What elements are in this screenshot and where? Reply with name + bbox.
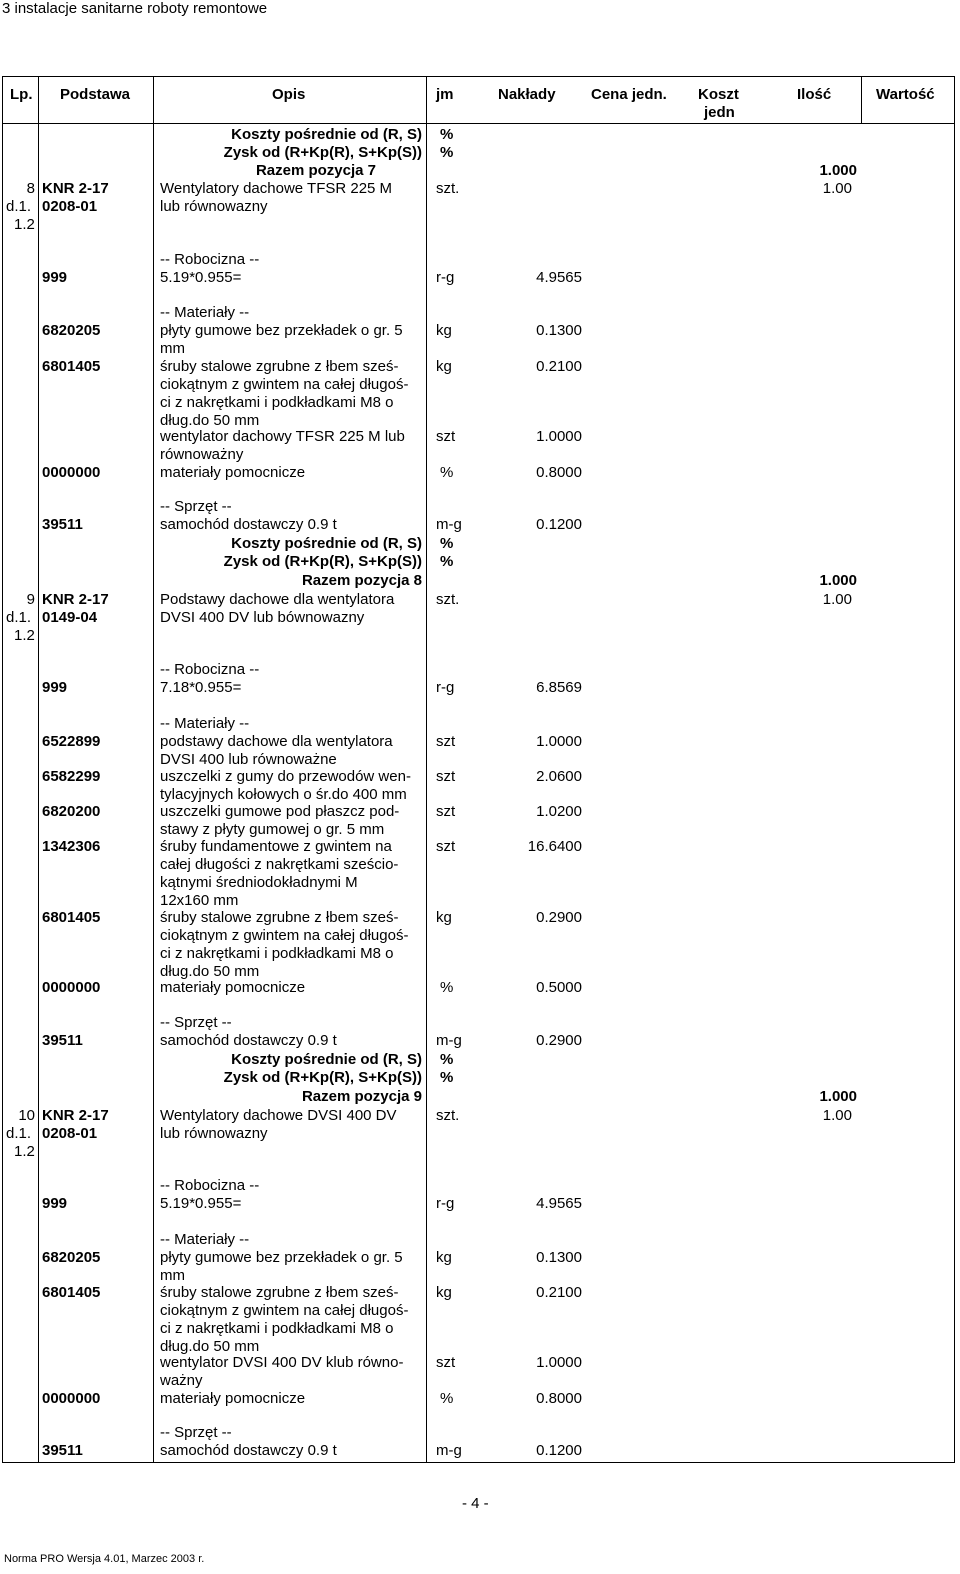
razem-pozycja-8: Razem pozycja 8 [301, 572, 422, 589]
jm-9: szt. [436, 591, 460, 608]
m3-val-10: 1.0000 [536, 1354, 582, 1371]
m3-val-9: 1.0200 [536, 803, 582, 820]
s1-opis-10: samochód dostawczy 0.9 t [160, 1442, 337, 1459]
m4-opis2-9: całej długości z nakrętkami sześcio- [160, 856, 399, 873]
opis-10-line2: lub równowazny [160, 1125, 268, 1142]
m3-val-8: 1.0000 [536, 428, 582, 445]
m4-opis-10: materiały pomocnicze [160, 1390, 306, 1407]
m1-kod-10: 6820205 [42, 1249, 101, 1266]
percent-kp-7: % [440, 126, 454, 143]
s1-jm-8: m-g [436, 516, 462, 533]
zysk-7: Zysk od (R+Kp(R), S+Kp(S)) [223, 144, 422, 161]
m1-jm-8: kg [436, 322, 452, 339]
m2-opis-10: śruby stalowe zgrubne z łbem sześ- [160, 1284, 399, 1301]
m2-val-9: 2.0600 [536, 768, 582, 785]
m3-jm-8: szt [436, 428, 456, 445]
razem-pozycja-9: Razem pozycja 9 [301, 1088, 422, 1105]
kod-8: KNR 2-17 [42, 180, 109, 197]
rob-val-8: 4.9565 [536, 269, 582, 286]
m3-jm-10: szt [436, 1354, 456, 1371]
m4-kod-10: 0000000 [42, 1390, 101, 1407]
m1-val-10: 0.1300 [536, 1249, 582, 1266]
m2-opis2-10: ciokątnym z gwintem na całej długoś- [160, 1302, 409, 1319]
razem-pozycja-7: Razem pozycja 7 [255, 162, 376, 179]
s1-opis-9: samochód dostawczy 0.9 t [160, 1032, 337, 1049]
rob-jm-8: r-g [436, 269, 455, 286]
kod-8-num: 0208-01 [42, 198, 98, 215]
robocizna-label-9: -- Robocizna -- [160, 661, 260, 678]
col-border-left [2, 76, 3, 1463]
lp-8-sub: d.1. [6, 198, 32, 215]
sprzet-label-10: -- Sprzęt -- [160, 1424, 232, 1441]
col-border-right [954, 76, 955, 1463]
rob-kod-9: 999 [42, 679, 68, 696]
percent-kp-8: % [440, 535, 454, 552]
m2-kod-10: 6801405 [42, 1284, 101, 1301]
kod-9: KNR 2-17 [42, 591, 109, 608]
m4-opis3-9: kątnymi średniodokładnymi M [160, 874, 358, 891]
header-wartosc: Wartość [876, 86, 935, 103]
koszty-posrednie-8: Koszty pośrednie od (R, S) [231, 535, 422, 552]
opis-9-line2: DVSI 400 DV lub bównowazny [160, 609, 365, 626]
m3-opis2-10: ważny [160, 1372, 203, 1389]
s1-val-9: 0.2900 [536, 1032, 582, 1049]
m5-opis4-9: dług.do 50 mm [160, 963, 260, 980]
m1-jm-9: szt [436, 733, 456, 750]
s1-kod-10: 39511 [42, 1442, 83, 1459]
m5-kod-9: 6801405 [42, 909, 101, 926]
ilosc-10: 1.00 [822, 1107, 852, 1124]
document-title: 3 instalacje sanitarne roboty remontowe [2, 0, 268, 17]
rob-opis-10: 5.19*0.955= [160, 1195, 242, 1212]
header-naklady: Nakłady [498, 86, 556, 103]
koszty-posrednie-7: Koszty pośrednie od (R, S) [231, 126, 422, 143]
m5-opis-9: śruby stalowe zgrubne z łbem sześ- [160, 909, 399, 926]
razem-value-9: 1.000 [819, 1088, 857, 1105]
m1-kod-8: 6820205 [42, 322, 101, 339]
m4-val-9: 16.6400 [527, 838, 582, 855]
s1-kod-8: 39511 [42, 516, 83, 533]
rob-val-10: 4.9565 [536, 1195, 582, 1212]
m1-kod-9: 6522899 [42, 733, 101, 750]
rob-val-9: 6.8569 [536, 679, 582, 696]
m1-opis2-9: DVSI 400 lub równoważne [160, 751, 337, 768]
m2-opis4-8: dług.do 50 mm [160, 412, 260, 429]
table-top-border [2, 76, 955, 77]
rob-jm-9: r-g [436, 679, 455, 696]
m2-val-10: 0.2100 [536, 1284, 582, 1301]
m2-jm-9: szt [436, 768, 456, 785]
lp-10-sub: d.1. [6, 1125, 32, 1142]
percent-zysk-8: % [440, 553, 454, 570]
m3-jm-9: szt [436, 803, 456, 820]
col-border-lp [38, 76, 39, 1463]
kod-9-num: 0149-04 [42, 609, 98, 626]
m6-jm-9: % [440, 979, 454, 996]
m5-opis3-9: ci z nakrętkami i podkładkami M8 o [160, 945, 394, 962]
header-bottom-border [2, 123, 955, 124]
m3-opis-8: wentylator dachowy TFSR 225 M lub [160, 428, 405, 445]
m3-opis-9: uszczelki gumowe pod płaszcz pod- [160, 803, 400, 820]
jm-8: szt. [436, 180, 460, 197]
materialy-label-8: -- Materiały -- [160, 304, 250, 321]
opis-8: Wentylatory dachowe TFSR 225 M [160, 180, 393, 197]
koszty-posrednie-9: Koszty pośrednie od (R, S) [231, 1051, 422, 1068]
col-border-opis [426, 76, 427, 1463]
percent-zysk-9: % [440, 1069, 454, 1086]
m2-opis3-10: ci z nakrętkami i podkładkami M8 o [160, 1320, 394, 1337]
s1-opis-8: samochód dostawczy 0.9 t [160, 516, 337, 533]
sprzet-label-8: -- Sprzęt -- [160, 498, 232, 515]
m3-opis-10: wentylator DVSI 400 DV klub równo- [160, 1354, 404, 1371]
m6-opis-9: materiały pomocnicze [160, 979, 306, 996]
m4-opis-9: śruby fundamentowe z gwintem na [160, 838, 392, 855]
m4-val-8: 0.8000 [536, 464, 582, 481]
m6-val-9: 0.5000 [536, 979, 582, 996]
m1-jm-10: kg [436, 1249, 452, 1266]
lp-9-sub: d.1. [6, 609, 32, 626]
header-opis: Opis [272, 86, 306, 103]
s1-kod-9: 39511 [42, 1032, 83, 1049]
s1-val-8: 0.1200 [536, 516, 582, 533]
rob-opis-9: 7.18*0.955= [160, 679, 242, 696]
m1-opis-8: płyty gumowe bez przekładek o gr. 5 [160, 322, 403, 339]
lp-8-sub2: 1.2 [14, 216, 35, 233]
materialy-label-10: -- Materiały -- [160, 1231, 250, 1248]
zysk-9: Zysk od (R+Kp(R), S+Kp(S)) [223, 1069, 422, 1086]
s1-val-10: 0.1200 [536, 1442, 582, 1459]
rob-kod-10: 999 [42, 1195, 68, 1212]
m2-kod-9: 6582299 [42, 768, 101, 785]
ilosc-9: 1.00 [822, 591, 852, 608]
m3-kod-9: 6820200 [42, 803, 101, 820]
lp-10-sub2: 1.2 [14, 1143, 35, 1160]
m5-jm-9: kg [436, 909, 452, 926]
rob-kod-8: 999 [42, 269, 68, 286]
m2-opis-8: śruby stalowe zgrubne z łbem sześ- [160, 358, 399, 375]
m4-kod-8: 0000000 [42, 464, 101, 481]
m1-opis-10: płyty gumowe bez przekładek o gr. 5 [160, 1249, 403, 1266]
m2-opis2-8: ciokątnym z gwintem na całej długoś- [160, 376, 409, 393]
col-border-ilosc-head [861, 76, 862, 124]
m2-opis3-8: ci z nakrętkami i podkładkami M8 o [160, 394, 394, 411]
m2-kod-8: 6801405 [42, 358, 101, 375]
m3-opis2-9: stawy z płyty gumowej o gr. 5 mm [160, 821, 385, 838]
sprzet-label-9: -- Sprzęt -- [160, 1014, 232, 1031]
header-jm: jm [436, 86, 454, 103]
m1-opis2-10: mm [160, 1267, 185, 1284]
header-cena: Cena jedn. [591, 86, 667, 103]
lp-9-sub2: 1.2 [14, 627, 35, 644]
header-koszt-jedn: jedn [704, 104, 735, 121]
materialy-label-9: -- Materiały -- [160, 715, 250, 732]
kod-10: KNR 2-17 [42, 1107, 109, 1124]
table-bottom-border [2, 1462, 955, 1463]
lp-8: 8 [26, 180, 35, 197]
header-podstawa: Podstawa [60, 86, 131, 103]
m5-val-9: 0.2900 [536, 909, 582, 926]
jm-10: szt. [436, 1107, 460, 1124]
percent-zysk-7: % [440, 144, 454, 161]
header-ilosc: Ilość [797, 86, 832, 103]
kod-10-num: 0208-01 [42, 1125, 98, 1142]
m1-opis2-8: mm [160, 340, 185, 357]
m4-jm-9: szt [436, 838, 456, 855]
opis-8-line2: lub równowazny [160, 198, 268, 215]
m4-opis-8: materiały pomocnicze [160, 464, 306, 481]
m2-jm-8: kg [436, 358, 452, 375]
m6-kod-9: 0000000 [42, 979, 101, 996]
razem-value-7: 1.000 [819, 162, 857, 179]
m1-val-8: 0.1300 [536, 322, 582, 339]
header-koszt: Koszt [698, 86, 739, 103]
razem-value-8: 1.000 [819, 572, 857, 589]
s1-jm-10: m-g [436, 1442, 462, 1459]
opis-10: Wentylatory dachowe DVSI 400 DV [160, 1107, 397, 1124]
m4-opis4-9: 12x160 mm [160, 892, 239, 909]
rob-opis-8: 5.19*0.955= [160, 269, 242, 286]
lp-10: 10 [18, 1107, 35, 1124]
m2-val-8: 0.2100 [536, 358, 582, 375]
header-lp: Lp. [10, 86, 33, 103]
m1-opis-9: podstawy dachowe dla wentylatora [160, 733, 393, 750]
m1-val-9: 1.0000 [536, 733, 582, 750]
s1-jm-9: m-g [436, 1032, 462, 1049]
m2-opis2-9: tylacyjnych kołowych o śr.do 400 mm [160, 786, 407, 803]
col-border-podstawa [153, 76, 154, 1463]
m2-opis-9: uszczelki z gumy do przewodów wen- [160, 768, 411, 785]
m2-opis4-10: dług.do 50 mm [160, 1338, 260, 1355]
m4-kod-9: 1342306 [42, 838, 101, 855]
rob-jm-10: r-g [436, 1195, 455, 1212]
page-number: - 4 - [462, 1495, 489, 1512]
zysk-8: Zysk od (R+Kp(R), S+Kp(S)) [223, 553, 422, 570]
m3-opis2-8: równoważny [160, 446, 244, 463]
lp-9: 9 [26, 591, 35, 608]
m4-jm-8: % [440, 464, 454, 481]
robocizna-label-10: -- Robocizna -- [160, 1177, 260, 1194]
percent-kp-9: % [440, 1051, 454, 1068]
m2-jm-10: kg [436, 1284, 452, 1301]
ilosc-8: 1.00 [822, 180, 852, 197]
m4-val-10: 0.8000 [536, 1390, 582, 1407]
robocizna-label-8: -- Robocizna -- [160, 251, 260, 268]
opis-9: Podstawy dachowe dla wentylatora [160, 591, 395, 608]
m5-opis2-9: ciokątnym z gwintem na całej długoś- [160, 927, 409, 944]
m4-jm-10: % [440, 1390, 454, 1407]
footer-text: Norma PRO Wersja 4.01, Marzec 2003 r. [4, 1553, 205, 1565]
